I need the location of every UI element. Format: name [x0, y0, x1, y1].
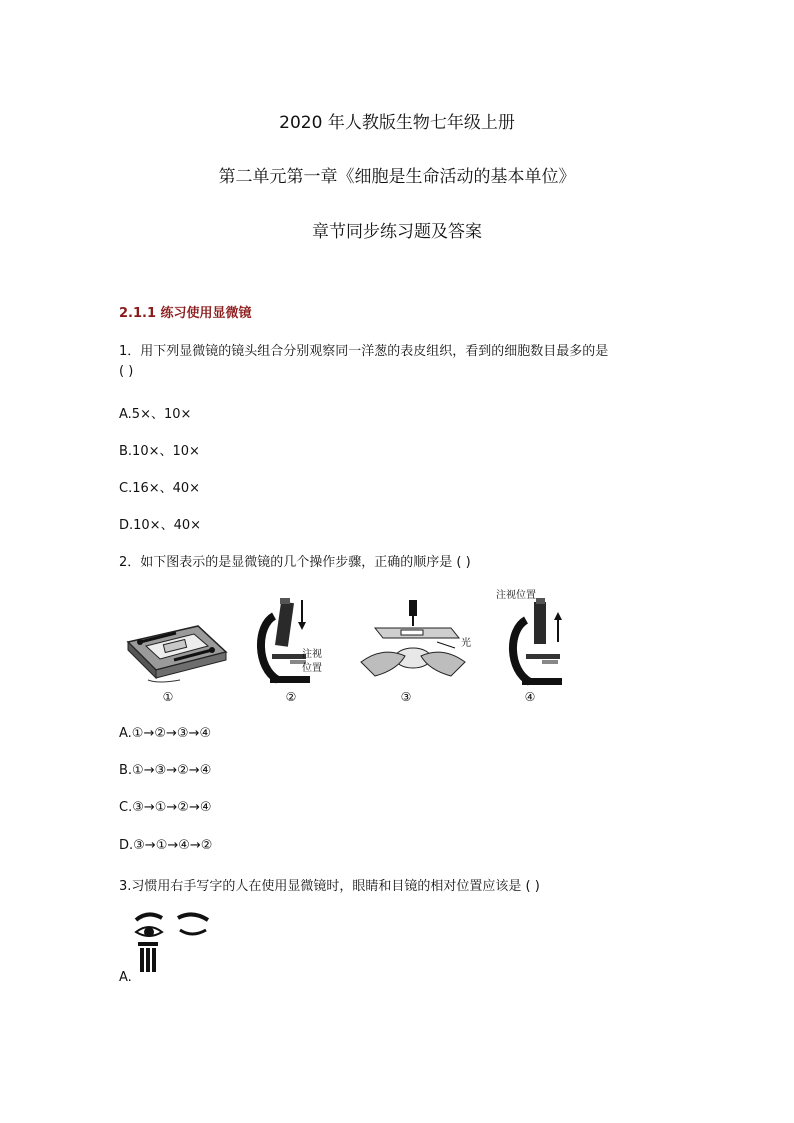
q2-option-d: D.③→①→④→②	[119, 838, 213, 853]
question-1-stem: 1．用下列显微镜的镜头组合分别观察同一洋葱的表皮组织，看到的细胞数目最多的是	[119, 344, 609, 359]
hands-mirror-figure	[355, 598, 471, 686]
figure-label-2: ②	[285, 690, 297, 704]
eyes-eyepiece-figure	[134, 910, 214, 976]
q1-option-a: A.5×、10×	[119, 407, 192, 422]
figure-2-note-a: 注视	[302, 649, 322, 660]
doc-subtitle-2: 章节同步练习题及答案	[312, 222, 482, 242]
question-3-stem: 3.习惯用右手写字的人在使用显微镜时，眼睛和目镜的相对位置应该是 ( )	[119, 879, 540, 894]
microscope-stage-figure	[118, 612, 234, 684]
figure-label-1: ①	[162, 690, 174, 704]
q2-option-a: A.①→②→③→④	[119, 726, 212, 741]
q1-option-d: D.10×、40×	[119, 518, 202, 533]
figure-label-4: ④	[524, 690, 536, 704]
q3-option-a: A.	[119, 970, 132, 985]
question-2-stem: 2．如下图表示的是显微镜的几个操作步骤，正确的顺序是 ( )	[119, 555, 471, 570]
figure-4-note: 注视位置	[496, 590, 536, 601]
question-1-paren: ( )	[119, 364, 134, 379]
q2-option-c: C.③→①→②→④	[119, 800, 212, 815]
doc-subtitle: 第二单元第一章《细胞是生命活动的基本单位》	[218, 167, 576, 187]
q1-option-c: C.16×、40×	[119, 481, 201, 496]
section-heading: 2.1.1 练习使用显微镜	[119, 306, 252, 321]
doc-title: 2020 年人教版生物七年级上册	[279, 113, 515, 133]
microscope-raising-figure	[506, 598, 576, 688]
q1-option-b: B.10×、10×	[119, 444, 200, 459]
microscope-lowering-figure	[252, 596, 336, 688]
figure-3-light-note: 光	[461, 638, 471, 649]
figure-label-3: ③	[400, 690, 412, 704]
q2-option-b: B.①→③→②→④	[119, 763, 212, 778]
figure-2-note-b: 位置	[302, 663, 322, 674]
